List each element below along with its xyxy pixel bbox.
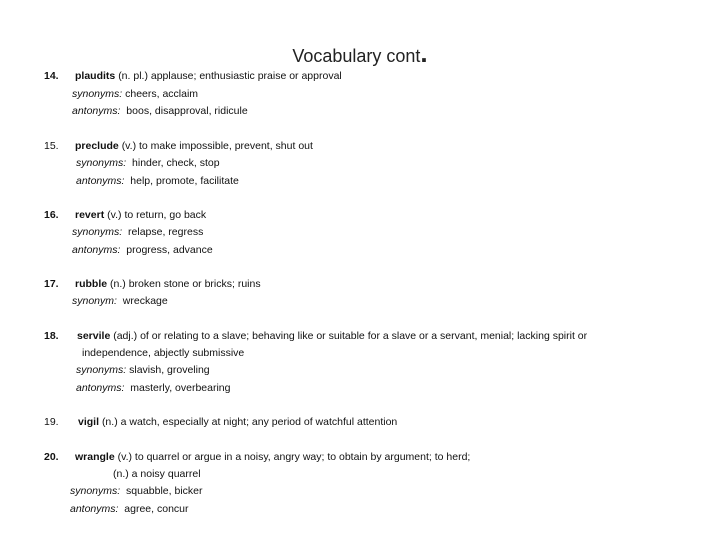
entry-definition-line: [77, 330, 587, 343]
entry-number: 16.: [44, 209, 59, 221]
definition: to return, go back: [124, 209, 207, 221]
vocab-word: servile: [77, 330, 111, 342]
entry-number: 15.: [44, 140, 59, 152]
antonyms-label: antonyms:: [72, 244, 121, 256]
synonyms-line: [72, 226, 203, 239]
synonyms: squabble, bicker: [126, 485, 203, 497]
synonyms-line: [72, 295, 168, 308]
entry-definition-line: [78, 416, 397, 429]
page-title: [0, 38, 720, 69]
antonyms: boos, disapproval, ridicule: [126, 105, 248, 117]
definition-continuation: independence, abjectly submissive: [82, 347, 245, 359]
antonyms-line: [76, 382, 230, 395]
definition: broken stone or bricks; ruins: [128, 278, 261, 290]
entry-number: 20.: [44, 451, 59, 463]
vocab-word: wrangle: [75, 451, 115, 463]
antonyms-line: [76, 175, 239, 188]
synonyms: cheers, acclaim: [125, 88, 199, 100]
synonyms: slavish, groveling: [129, 364, 210, 376]
part-of-speech: (v.): [117, 451, 132, 463]
synonyms-label: synonym:: [72, 295, 117, 307]
entry-number: 19.: [44, 416, 59, 428]
synonyms-line: [76, 157, 220, 170]
vocab-word: vigil: [78, 416, 100, 428]
entry-definition-line: [75, 140, 313, 153]
synonyms-line: [72, 88, 198, 101]
synonyms-line: [70, 485, 203, 498]
definition: of or relating to a slave; behaving like or suitable for a slave or a servant, menial; lacking spirit or: [140, 330, 588, 342]
vocab-word: plaudits: [75, 70, 116, 82]
synonyms-label: synonyms:: [72, 88, 123, 100]
part-of-speech: (n. pl.): [118, 70, 148, 82]
title-text: Vocabulary cont: [292, 46, 421, 66]
definition: applause; enthusiastic praise or approval: [150, 70, 342, 82]
entry-definition-line: [75, 278, 261, 291]
entry-number: 18.: [44, 330, 59, 342]
synonyms-label: synonyms:: [72, 226, 123, 238]
synonyms-label: synonyms:: [70, 485, 121, 497]
antonyms-label: antonyms:: [70, 503, 119, 515]
part-of-speech: (v.): [121, 140, 137, 152]
antonyms-label: antonyms:: [76, 382, 125, 394]
part-of-speech: (adj.): [113, 330, 138, 342]
definition: a watch, especially at night; any period of watchful attention: [120, 416, 398, 428]
definition: to make impossible, prevent, shut out: [139, 140, 313, 152]
antonyms: masterly, overbearing: [130, 382, 231, 394]
antonyms-line: [72, 105, 248, 118]
antonyms-line: [70, 503, 189, 516]
synonyms-line: [76, 364, 210, 377]
part-of-speech: (n.): [110, 278, 126, 290]
antonyms: agree, concur: [124, 503, 189, 515]
part-of-speech: (v.): [107, 209, 122, 221]
part-of-speech: (n.): [101, 416, 118, 428]
antonyms-label: antonyms:: [76, 175, 125, 187]
entry-number: 17.: [44, 278, 59, 290]
vocab-word: rubble: [75, 278, 108, 290]
entry-definition-line: [75, 451, 470, 464]
antonyms-label: antonyms:: [72, 105, 121, 117]
definition: to quarrel or argue in a noisy, angry way; to obtain by argument; to herd;: [134, 451, 471, 463]
vocab-word: preclude: [75, 140, 119, 152]
entry-definition-line: [75, 70, 342, 83]
antonyms: progress, advance: [126, 244, 213, 256]
synonyms: relapse, regress: [128, 226, 204, 238]
synonyms-label: synonyms:: [76, 364, 127, 376]
synonyms: wreckage: [122, 295, 168, 307]
synonyms: hinder, check, stop: [132, 157, 220, 169]
vocab-word: revert: [75, 209, 105, 221]
antonyms: help, promote, facilitate: [130, 175, 239, 187]
entry-number: 14.: [44, 70, 59, 82]
definition-continuation: (n.) a noisy quarrel: [113, 468, 201, 480]
antonyms-line: [72, 244, 213, 257]
entry-definition-line: [75, 209, 206, 222]
title-period: .: [420, 38, 428, 68]
synonyms-label: synonyms:: [76, 157, 127, 169]
